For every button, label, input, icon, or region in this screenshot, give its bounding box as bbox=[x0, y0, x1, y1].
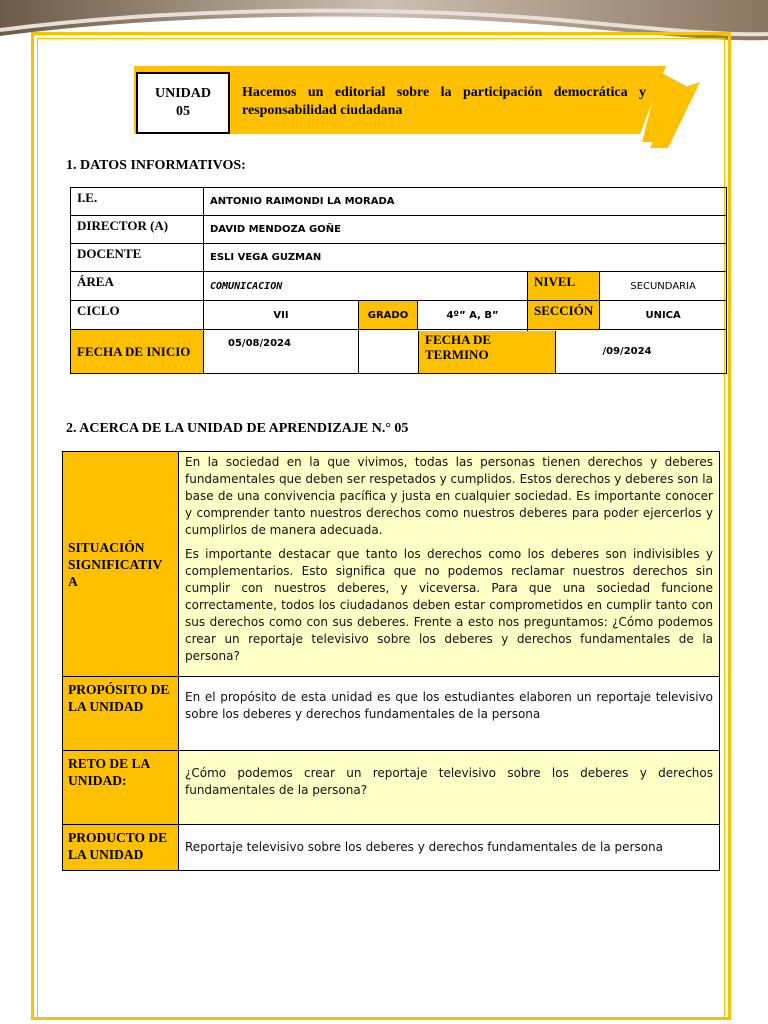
seccion-label: SECCIÓN bbox=[528, 301, 600, 330]
area-value: COMUNICACION bbox=[204, 272, 528, 301]
table-row bbox=[71, 301, 727, 330]
nivel-value: SECUNDARIA bbox=[600, 272, 727, 301]
reto-label: RETO DE LA UNIDAD: bbox=[63, 751, 179, 825]
table-row bbox=[71, 330, 727, 374]
datos-informativos-table bbox=[70, 187, 727, 374]
producto-text: Reportaje televisivo sobre los deberes y derechos fundamentales de la persona bbox=[179, 825, 720, 871]
grado-label: GRADO bbox=[359, 301, 418, 330]
table-row bbox=[63, 751, 720, 825]
unit-label: UNIDAD bbox=[155, 86, 211, 101]
ie-value: ANTONIO RAIMONDI LA MORADA bbox=[204, 188, 727, 216]
ie-label: I.E. bbox=[71, 188, 204, 216]
inicio-label: FECHA DE INICIO bbox=[71, 330, 204, 374]
director-label: DIRECTOR (A) bbox=[71, 216, 204, 244]
termino-label: FECHA DE TERMINO bbox=[418, 331, 556, 373]
situacion-paragraph-1: En la sociedad en la que vivimos, todas las personas tienen derechos y deberes fundamentales que deben ser respetados y cumplidos. Estos derechos y deberes son la base de una convivencia pacífica y justa en cualquier sociedad. Es importante conocer y comprender tanto nuestros derechos como nuestros deberes para poder ejercerlos y cumplirlos de manera adecuada. bbox=[185, 455, 713, 537]
inicio-value: 05/08/2024 bbox=[204, 330, 359, 374]
table-row bbox=[63, 452, 720, 677]
section2-title: 2. ACERCA DE LA UNIDAD DE APRENDIZAJE N.° 05 bbox=[66, 421, 409, 436]
section1-title: 1. DATOS INFORMATIVOS: bbox=[66, 158, 246, 173]
docente-label: DOCENTE bbox=[71, 244, 204, 272]
table-row bbox=[63, 677, 720, 751]
reto-text: ¿Cómo podemos crear un reportaje televisivo sobre los deberes y derechos fundamentales de la persona? bbox=[179, 751, 720, 825]
unit-title: Hacemos un editorial sobre la participación democrática y responsabilidad ciudadana bbox=[242, 85, 646, 118]
producto-label: PRODUCTO DE LA UNIDAD bbox=[63, 825, 179, 871]
nivel-label: NIVEL bbox=[528, 272, 600, 301]
table-row bbox=[71, 244, 727, 272]
situacion-label: SITUACIÓN SIGNIFICATIV A bbox=[63, 452, 179, 677]
proposito-label: PROPÓSITO DE LA UNIDAD bbox=[63, 677, 179, 751]
table-row bbox=[71, 188, 727, 216]
docente-value: ESLI VEGA GUZMAN bbox=[204, 244, 727, 272]
situacion-text bbox=[179, 452, 720, 677]
table-row bbox=[71, 272, 727, 301]
area-label: ÁREA bbox=[71, 272, 204, 301]
termino-value: /09/2024 bbox=[528, 330, 727, 374]
proposito-text: En el propósito de esta unidad es que los estudiantes elaboren un reportaje televisivo sobre los deberes y derechos fundamentales de la persona bbox=[179, 677, 720, 751]
director-value: DAVID MENDOZA GOÑE bbox=[204, 216, 727, 244]
unit-number: 05 bbox=[176, 104, 190, 119]
table-row bbox=[71, 216, 727, 244]
unidad-table bbox=[62, 451, 720, 871]
grado-value: 4º” A, B” bbox=[418, 301, 528, 330]
table-row bbox=[63, 825, 720, 871]
ciclo-value: VII bbox=[204, 301, 359, 330]
seccion-value: UNICA bbox=[600, 301, 727, 330]
situacion-paragraph-2: Es importante destacar que tanto los derechos como los deberes son indivisibles y complementarios. Esto significa que no podemos reclamar nuestros derechos sin cumplir con nuestros deberes, y viceversa. Para que una sociedad funcione correctamente, todos los ciudadanos deben estar comprometidos en cumplir tanto con sus derechos como con sus deberes. Frente a esto nos preguntamos: ¿Cómo podemos crear un reportaje televisivo sobre los deberes y derechos fundamentales de la persona? bbox=[185, 547, 713, 663]
ciclo-label: CICLO bbox=[71, 301, 204, 330]
unit-number-box bbox=[136, 72, 230, 134]
